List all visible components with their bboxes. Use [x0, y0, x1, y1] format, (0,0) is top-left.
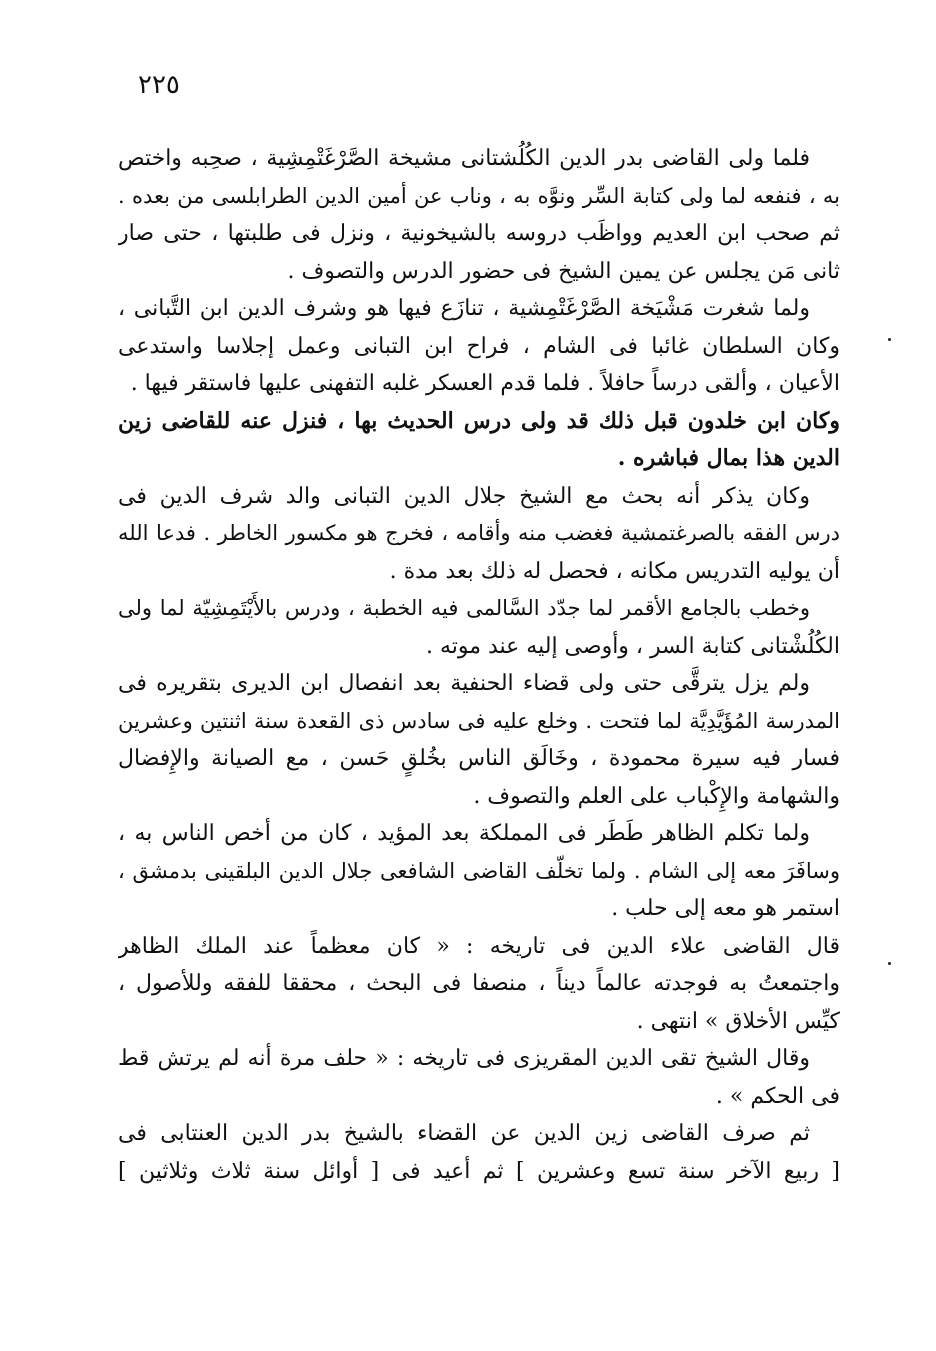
text-line: وكان ابن خلدون قبل ذلك قد ولى درس الحديث بها ، فنزل عنه للقاضى زين	[118, 407, 840, 434]
text-line: الأعيان ، وألقى درساً حافلاً . فلما قدم العسكر غلبه التفهنى عليها فاستقر فيها .	[130, 371, 840, 396]
text-line: وقال الشيخ تقى الدين المقريزى فى تاريخه : « حلف مرة أنه لم يرتش قط	[118, 1046, 810, 1071]
paragraph	[118, 928, 840, 1041]
text-line: ثم صحب ابن العديم وواظَب دروسه بالشيخونية ، ونزل فى طلبتها ، حتى صار	[118, 221, 840, 246]
paragraph	[118, 1115, 840, 1190]
body-text	[118, 140, 840, 1190]
margin-dot	[888, 962, 891, 965]
paragraph	[118, 140, 840, 290]
text-line: ثم صرف القاضى زين الدين عن القضاء بالشيخ بدر الدين العنتابى فى	[118, 1121, 810, 1146]
text-line: فلما ولى القاضى بدر الدين الكُلُشتانى مشيخة الصَّرْغَتْمِشِية ، صحِبه واختص	[118, 146, 810, 171]
text-line: فسار فيه سيرة محمودة ، وخَالَق الناس بخُلقٍ حَسن ، مع الصيانة والإِفضال	[118, 746, 840, 771]
paragraph	[118, 1040, 840, 1115]
text-line: الدين هذا بمال فباشره .	[617, 445, 840, 471]
text-line: واجتمعتُ به فوجدته عالماً ديناً ، منصفا فى البحث ، محققا للفقه وللأصول ،	[118, 971, 840, 996]
text-line: به ، فنفعه لما ولى كتابة السِّر ونوَّه به ، وناب عن أمين الدين الطرابلسى من بعده .	[118, 183, 840, 208]
text-line: وخطب بالجامع الأقمر لما جدّد السَّالمى فيه الخطبة ، ودرس بالأَيْتَمِشِيّة لما ولى	[118, 596, 810, 620]
margin-dot	[888, 338, 891, 341]
text-line: الكُلُشْتانى كتابة السر ، وأوصى إليه عند موته .	[425, 633, 840, 659]
text-line: ولما تكلم الظاهر طَطَر فى المملكة بعد المؤيد ، كان من أخص الناس به ،	[118, 821, 810, 846]
paragraph	[118, 478, 840, 591]
text-line: وكان السلطان غائبا فى الشام ، فراح ابن التبانى وعمل إجلاسا واستدعى	[118, 333, 840, 359]
text-line: وسافَرَ معه إلى الشام . ولما تخلّف القاضى الشافعى جلال الدين البلقينى بدمشق ،	[118, 858, 840, 883]
page-number: ٢٢٥	[138, 70, 180, 100]
text-line: ثانى مَن يجلس عن يمين الشيخ فى حضور الدرس والتصوف .	[287, 258, 840, 284]
paragraph	[118, 403, 840, 478]
text-line: درس الفقه بالصرغتمشية فغضب منه وأقامه ، فخرج هو مكسور الخاطر . فدعا الله	[118, 521, 840, 545]
paragraph	[118, 590, 840, 665]
text-line: استمر هو معه إلى حلب .	[611, 896, 840, 921]
text-line: وكان يذكر أنه بحث مع الشيخ جلال الدين التبانى والد شرف الدين فى	[118, 483, 810, 509]
text-line: ولم يزل يترقَّى حتى ولى قضاء الحنفية بعد انفصال ابن الديرى بتقريره فى	[118, 671, 810, 696]
paragraph	[118, 290, 840, 403]
text-line: والشهامة والإِكْباب على العلم والتصوف .	[473, 783, 840, 809]
paragraph	[118, 815, 840, 928]
text-line: المدرسة المُؤَيَّدِيَّة لما فتحت . وخلع عليه فى سادس ذى القعدة سنة اثنتين وعشرين	[118, 708, 840, 733]
text-line: ولما شغرت مَشْيَخة الصَّرْغَتْمِشية ، تنازَع فيها هو وشرف الدين ابن التَّبانى ،	[118, 296, 810, 321]
text-line: أن يوليه التدريس مكانه ، فحصل له ذلك بعد مدة .	[389, 558, 840, 584]
text-line: كيِّس الأخلاق » انتهى .	[636, 1008, 840, 1034]
text-line: فى الحكم » .	[715, 1083, 840, 1109]
paragraph	[118, 665, 840, 815]
text-line: [ ربيع الآخر سنة تسع وعشرين ] ثم أعيد فى [ أوائل سنة ثلاث وثلاثين ]	[118, 1158, 840, 1184]
text-line: قال القاضى علاء الدين فى تاريخه : « كان معظماً عند الملك الظاهر	[118, 933, 840, 959]
